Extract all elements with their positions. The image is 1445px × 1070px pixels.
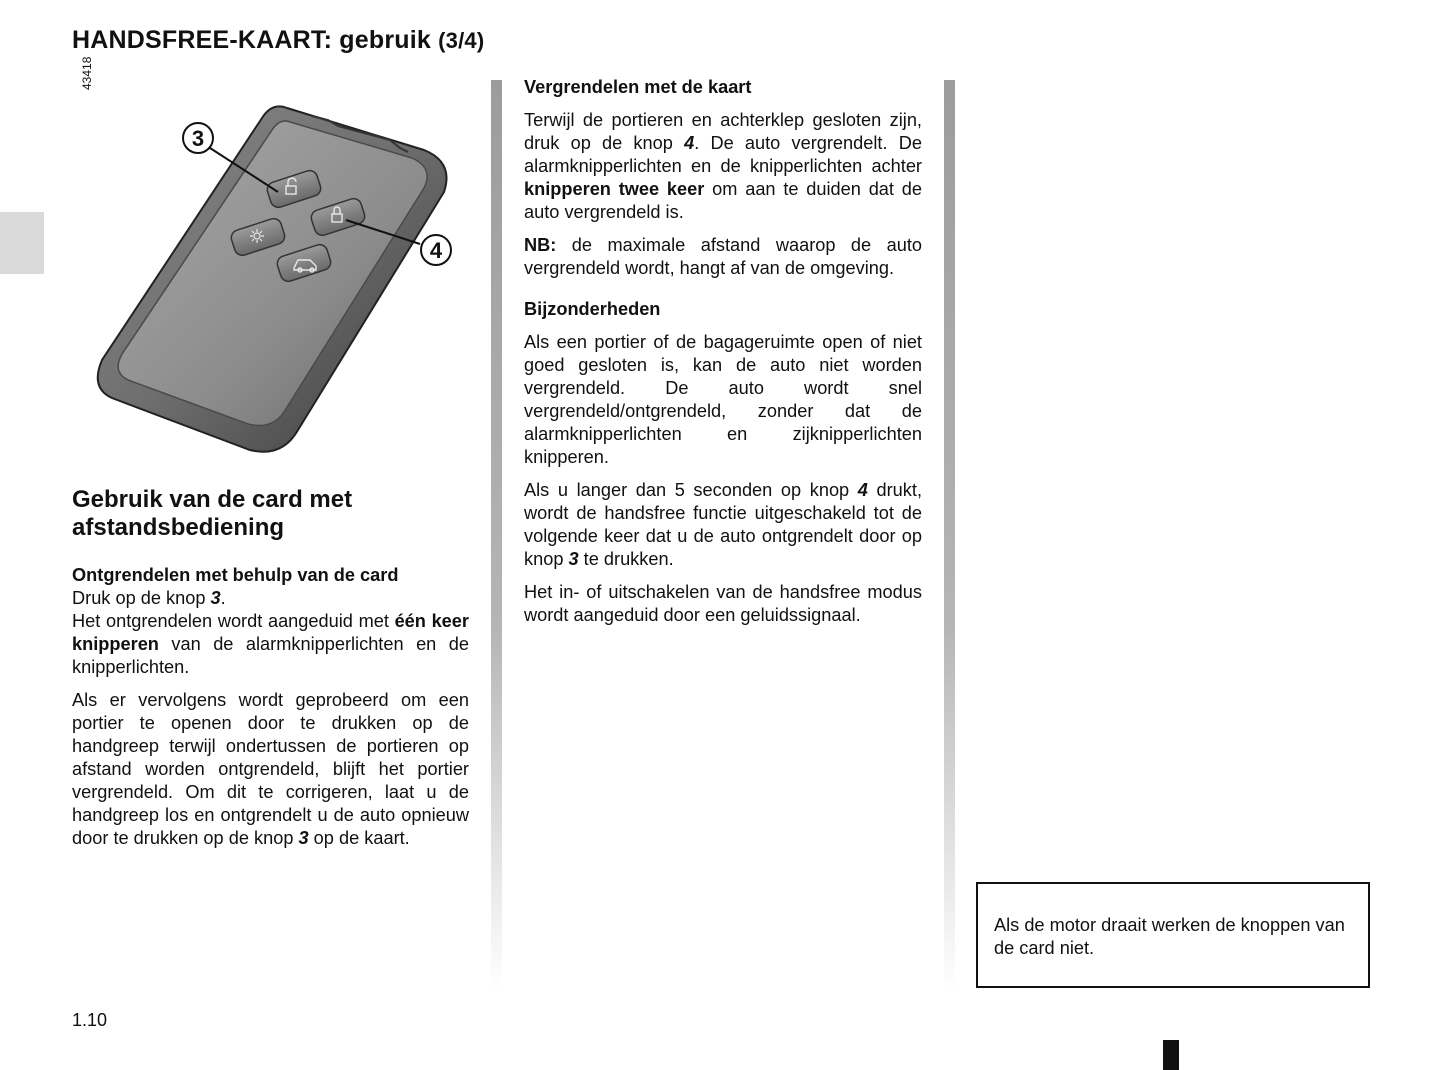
section-heading: Gebruik van de card met afstandsbediening xyxy=(72,486,353,541)
column-divider-right xyxy=(944,80,955,990)
page-title-main: HANDSFREE-KAART: gebruik xyxy=(72,26,431,54)
unlock-paragraph-2: Het ontgrendelen wordt aangeduid met één keer knipperen van de alarmknipperlichten en de knipperlichten. xyxy=(72,611,469,677)
special-paragraph-2: Als u langer dan 5 seconden op knop 4 drukt, wordt de handsfree functie uitgeschakeld tot de volgende keer dat u de auto ontgrendelt door op knop 3 te drukken. xyxy=(524,480,922,569)
figure-code: 43418 xyxy=(80,56,94,90)
chapter-tab xyxy=(0,212,44,274)
note-text: Als de motor draait werken de knoppen van de card niet. xyxy=(994,915,1345,958)
column-divider-left xyxy=(491,80,502,990)
callout-4: 4 xyxy=(429,238,443,263)
handsfree-card-figure xyxy=(72,80,472,465)
unlock-paragraph-1: Druk op de knop 3. xyxy=(72,588,226,608)
lock-paragraph: Terwijl de portieren en achterklep gesloten zijn, druk op de knop 4. De auto vergrendelt. De alarmknipperlichten en de knipperlichten achter knipperen twee keer om aan te duiden dat de auto vergrendeld is. xyxy=(524,110,922,222)
special-paragraph-3: Het in- of uitschakelen van de handsfree modus wordt aangeduid door een geluidssignaal. xyxy=(524,582,922,625)
special-heading: Bijzonderheden xyxy=(524,299,661,319)
page-title xyxy=(72,26,484,55)
unlock-heading: Ontgrendelen met behulp van de card xyxy=(72,565,399,585)
callout-3: 3 xyxy=(191,126,205,151)
lock-heading: Vergrendelen met de kaart xyxy=(524,77,752,97)
left-column xyxy=(72,486,469,860)
corner-mark xyxy=(1163,1040,1179,1070)
nb-paragraph: NB: de maximale afstand waarop de auto vergrendeld wordt, hangt af van de omgeving. xyxy=(524,235,922,278)
page-number: 1.10 xyxy=(72,1010,108,1030)
middle-column xyxy=(524,76,922,637)
note-box xyxy=(976,882,1370,988)
special-paragraph-1: Als een portier of de bagageruimte open of niet goed gesloten is, kan de auto niet worden vergrendeld. De auto wordt snel vergrendeld/ontgrendeld, zonder dat de alarmknipperlichten en zijknipperlichten knipperen. xyxy=(524,332,922,467)
unlock-paragraph-3: Als er vervolgens wordt geprobeerd om een portier te openen door te drukken op de handgreep terwijl ondertussen de portieren op afstand worden ontgrendeld, blijft het portier vergrendeld. Om dit te corrigeren, laat u de handgreep los en ontgrendelt u de auto opnieuw door te drukken op de knop 3 op de kaart. xyxy=(72,690,469,848)
page-title-part: (3/4) xyxy=(438,28,485,53)
